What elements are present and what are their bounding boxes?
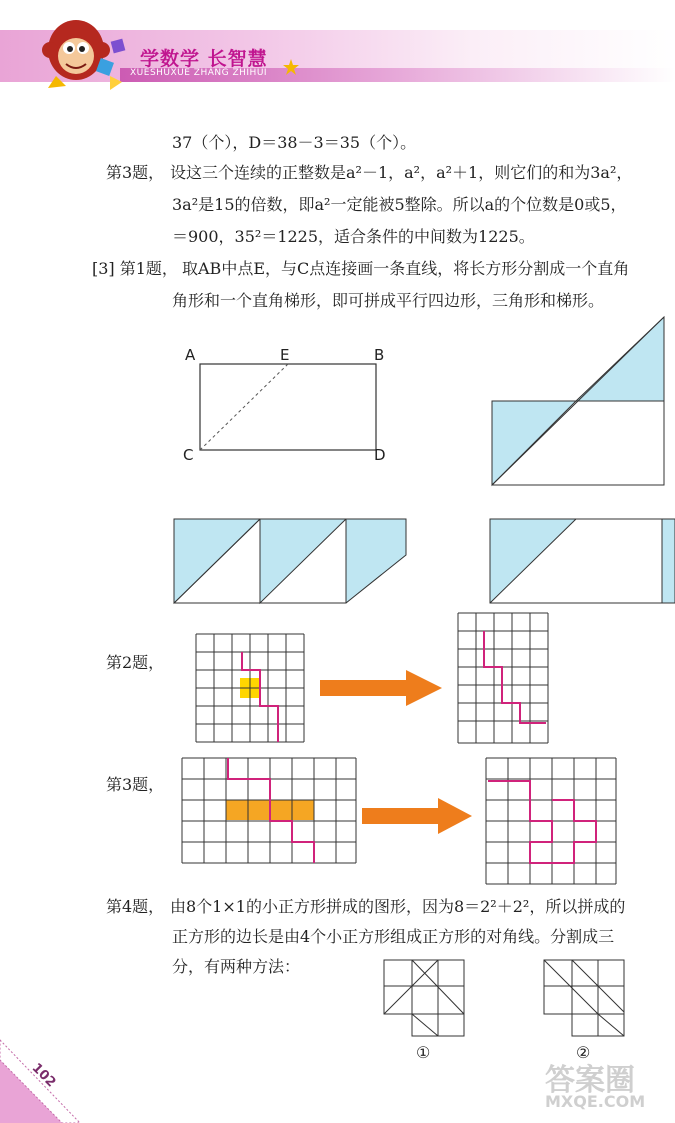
q4-line-3: 分，有两种方法：	[172, 957, 301, 976]
page-number: 102	[28, 1060, 59, 1091]
trapezoid-diagram	[486, 515, 675, 610]
text-line-1: 37（个），D＝38－3＝35（个）。	[172, 133, 417, 152]
triangle-assembly-diagram	[490, 315, 675, 490]
star-decoration-icon	[282, 58, 300, 76]
monkey-mascot-icon	[36, 10, 132, 92]
q2-grid-before	[196, 634, 306, 744]
watermark-brand: 答案圈	[545, 1063, 635, 1098]
q3-arrow-icon	[362, 798, 474, 834]
q3-line-3: ＝900，35²＝1225，适合条件的中间数为1225。	[172, 227, 535, 246]
q3-prefix: 第3题，	[106, 163, 165, 182]
s3-line-1: 取AB中点E，与C点连接画一条直线，将长方形分割成一个直角	[182, 259, 630, 278]
q4-line-1: 由8个1×1的小正方形拼成的图形，因为8＝2²＋2²，所以拼成的	[170, 897, 626, 916]
label-b: B	[374, 346, 385, 364]
s3-prefix: [3] 第1题，	[92, 259, 178, 278]
method-1-label: ①	[416, 1043, 431, 1062]
label-c: C	[183, 446, 194, 464]
header-subtitle: XUESHUXUE ZHANG ZHIHUI	[130, 68, 268, 78]
method-1-diagram	[382, 958, 470, 1040]
label-e: E	[280, 346, 290, 364]
s3-line-2: 角形和一个直角梯形，即可拼成平行四边形，三角形和梯形。	[172, 291, 605, 310]
q2-label: 第2题，	[106, 653, 165, 672]
q3b-label: 第3题，	[106, 775, 165, 794]
parallelogram-full-diagram	[170, 515, 420, 610]
header-title: 学数学 长智慧	[140, 48, 268, 70]
q4-line-2: 正方形的边长是由4个小正方形组成正方形的对角线。分割成三	[172, 927, 615, 946]
method-2-label: ②	[576, 1043, 591, 1062]
q4-prefix: 第4题，	[106, 897, 165, 916]
q3-grid-before	[182, 758, 358, 866]
q3-line-2: 3a²是15的倍数，即a²一定能被5整除。所以a的个位数是0或5，	[172, 195, 627, 214]
q2-arrow-icon	[320, 668, 444, 708]
q3-line-1: 设这三个连续的正整数是a²－1，a²，a²＋1，则它们的和为3a²，	[170, 163, 633, 182]
label-a: A	[185, 346, 196, 364]
method-2-diagram	[542, 958, 630, 1040]
q2-grid-after	[458, 613, 550, 745]
label-d: D	[374, 446, 386, 464]
watermark-url: MXQE.COM	[545, 1092, 646, 1111]
q3-grid-after	[486, 758, 618, 888]
